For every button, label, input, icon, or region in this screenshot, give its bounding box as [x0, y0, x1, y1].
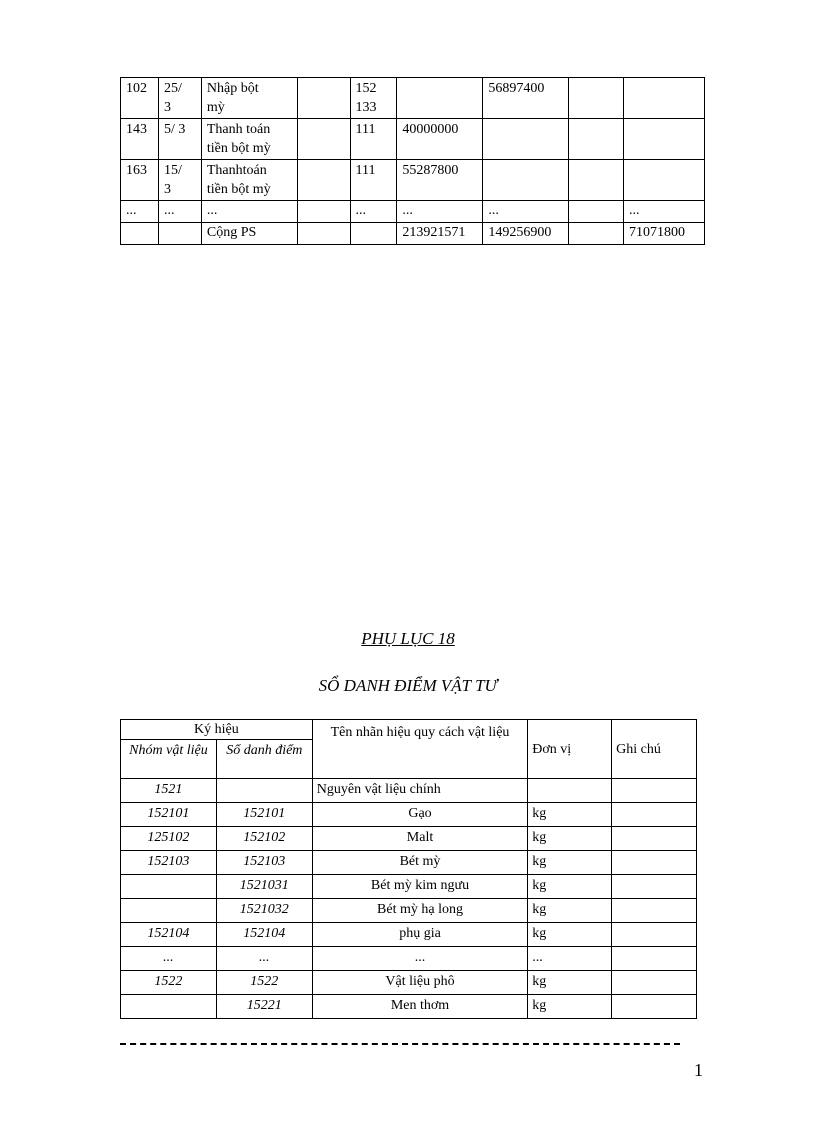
- material-name: phụ gia: [312, 923, 528, 947]
- material-note: [612, 875, 697, 899]
- material-group: [121, 995, 217, 1019]
- material-note: [612, 779, 697, 803]
- header-row: [121, 720, 697, 740]
- ledger-cell: 25/ 3: [158, 78, 201, 119]
- material-group: 152103: [121, 851, 217, 875]
- material-code: 1521032: [216, 899, 312, 923]
- material-unit: [528, 779, 612, 803]
- ledger-cell: [158, 223, 201, 245]
- ledger-cell: 149256900: [483, 223, 569, 245]
- ledger-cell: [297, 160, 350, 201]
- material-code: 1521031: [216, 875, 312, 899]
- material-group: ...: [121, 947, 217, 971]
- material-unit: kg: [528, 899, 612, 923]
- ledger-cell: [569, 119, 624, 160]
- material-row: [121, 971, 697, 995]
- header-symbol: Ký hiệu: [121, 720, 313, 740]
- material-name: Malt: [312, 827, 528, 851]
- material-code: 15221: [216, 995, 312, 1019]
- ledger-cell: ...: [624, 201, 705, 223]
- ledger-cell: [624, 78, 705, 119]
- ledger-cell: 111: [350, 160, 397, 201]
- ledger-cell: 15/ 3: [158, 160, 201, 201]
- material-code: 152103: [216, 851, 312, 875]
- ledger-cell: 55287800: [397, 160, 483, 201]
- ledger-cell: [569, 78, 624, 119]
- material-note: [612, 899, 697, 923]
- ledger-cell: [297, 223, 350, 245]
- ledger-cell: [624, 160, 705, 201]
- material-name: Vật liệu phô: [312, 971, 528, 995]
- material-code: 152104: [216, 923, 312, 947]
- footer-divider: [120, 1043, 680, 1045]
- material-unit: kg: [528, 851, 612, 875]
- material-row: [121, 827, 697, 851]
- material-name: Bét mỳ hạ long: [312, 899, 528, 923]
- ledger-cell: [121, 223, 159, 245]
- material-group: 1522: [121, 971, 217, 995]
- ledger-cell: ...: [350, 201, 397, 223]
- material-code: 152102: [216, 827, 312, 851]
- material-group: 125102: [121, 827, 217, 851]
- material-name: ...: [312, 947, 528, 971]
- material-note: [612, 971, 697, 995]
- material-name: Bét mỳ: [312, 851, 528, 875]
- material-name: Nguyên vật liệu chính: [312, 779, 528, 803]
- material-group: [121, 899, 217, 923]
- material-row: [121, 899, 697, 923]
- material-unit: kg: [528, 923, 612, 947]
- ledger-cell: 5/ 3: [158, 119, 201, 160]
- material-unit: ...: [528, 947, 612, 971]
- ledger-cell: 102: [121, 78, 159, 119]
- appendix-title: PHỤ LỤC 18: [361, 629, 455, 648]
- material-row: [121, 851, 697, 875]
- ledger-cell: Thanhtoán tiền bột mỳ: [201, 160, 297, 201]
- ledger-cell: [569, 201, 624, 223]
- material-note: [612, 827, 697, 851]
- ledger-cell: 56897400: [483, 78, 569, 119]
- material-code: ...: [216, 947, 312, 971]
- material-row: [121, 779, 697, 803]
- material-name: Men thơm: [312, 995, 528, 1019]
- material-group: 152104: [121, 923, 217, 947]
- material-row: [121, 803, 697, 827]
- material-row: [121, 923, 697, 947]
- ledger-row: [121, 223, 705, 245]
- ledger-cell: [350, 223, 397, 245]
- ledger-cell: ...: [483, 201, 569, 223]
- material-code: [216, 779, 312, 803]
- material-row: [121, 875, 697, 899]
- materials-table: [120, 719, 697, 1019]
- material-name: Bét mỳ kim ngưu: [312, 875, 528, 899]
- ledger-cell: ...: [201, 201, 297, 223]
- material-group: [121, 875, 217, 899]
- ledger-cell: Nhập bột mỳ: [201, 78, 297, 119]
- appendix-subtitle: SỔ DANH ĐIỂM VẬT TƯ: [318, 676, 498, 695]
- ledger-cell: [297, 78, 350, 119]
- ledger-cell: 71071800: [624, 223, 705, 245]
- ledger-cell: 152 133: [350, 78, 397, 119]
- material-note: [612, 851, 697, 875]
- ledger-cell: [397, 78, 483, 119]
- ledger-cell: ...: [121, 201, 159, 223]
- ledger-cell: 143: [121, 119, 159, 160]
- header-name: Tên nhãn hiệu quy cách vật liệu: [312, 720, 528, 779]
- ledger-cell: [483, 119, 569, 160]
- header-unit: Đơn vị: [528, 720, 612, 779]
- page-number: 1: [694, 1060, 703, 1080]
- material-row: [121, 995, 697, 1019]
- material-row: [121, 947, 697, 971]
- material-unit: kg: [528, 971, 612, 995]
- ledger-row: [121, 160, 705, 201]
- material-group: 152101: [121, 803, 217, 827]
- header-note: Ghi chú: [612, 720, 697, 779]
- material-unit: kg: [528, 995, 612, 1019]
- ledger-cell: [569, 160, 624, 201]
- material-unit: kg: [528, 827, 612, 851]
- ledger-cell: ...: [158, 201, 201, 223]
- material-name: Gạo: [312, 803, 528, 827]
- ledger-cell: 111: [350, 119, 397, 160]
- material-note: [612, 803, 697, 827]
- ledger-cell: Thanh toán tiền bột mỳ: [201, 119, 297, 160]
- ledger-cell: ...: [397, 201, 483, 223]
- ledger-cell: 213921571: [397, 223, 483, 245]
- material-group: 1521: [121, 779, 217, 803]
- material-note: [612, 947, 697, 971]
- ledger-cell: 163: [121, 160, 159, 201]
- ledger-cell: Cộng PS: [201, 223, 297, 245]
- material-code: 152101: [216, 803, 312, 827]
- ledger-cell: [297, 119, 350, 160]
- material-unit: kg: [528, 803, 612, 827]
- ledger-cell: [569, 223, 624, 245]
- ledger-row: [121, 119, 705, 160]
- ledger-cell: [297, 201, 350, 223]
- ledger-cell: [624, 119, 705, 160]
- material-note: [612, 995, 697, 1019]
- ledger-table: [120, 77, 705, 245]
- header-group: Nhóm vật liệu: [121, 740, 217, 779]
- ledger-cell: 40000000: [397, 119, 483, 160]
- ledger-cell: [483, 160, 569, 201]
- material-code: 1522: [216, 971, 312, 995]
- material-unit: kg: [528, 875, 612, 899]
- header-code: Sổ danh điểm: [216, 740, 312, 779]
- ledger-row: [121, 78, 705, 119]
- ledger-row: [121, 201, 705, 223]
- material-note: [612, 923, 697, 947]
